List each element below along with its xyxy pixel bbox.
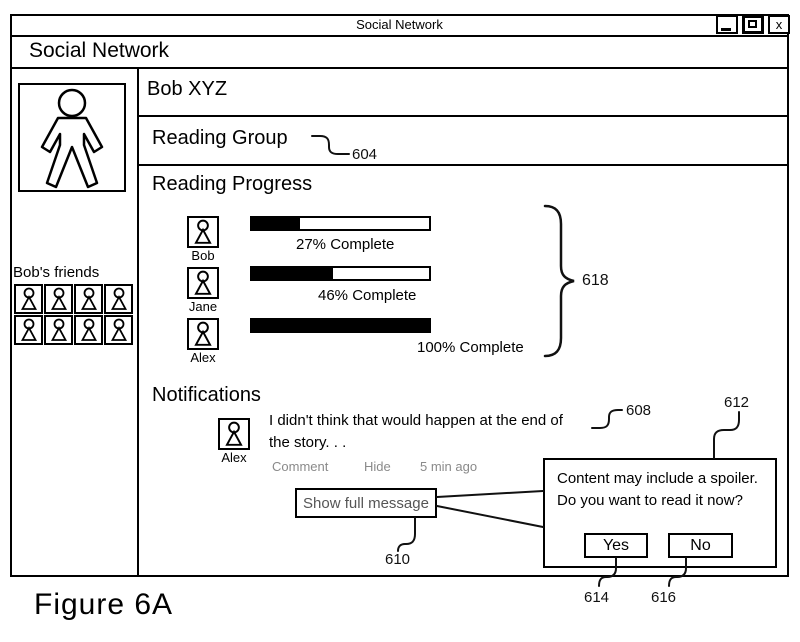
member-name: Bob [191, 248, 215, 263]
member-name: Alex [190, 350, 216, 365]
post-message-line1: I didn't think that would happen at the end of [269, 412, 563, 429]
reading-progress-title: Reading Progress [152, 173, 313, 195]
close-icon[interactable]: x [768, 15, 790, 34]
callout-612: 612 [724, 394, 750, 411]
profile-name: Bob XYZ [147, 78, 228, 100]
callout-614: 614 [584, 589, 610, 606]
callout-616: 616 [651, 589, 677, 606]
spoiler-text-line1: Content may include a spoiler. [557, 470, 758, 487]
member-name: Jane [188, 299, 218, 314]
post-author-name: Alex [221, 450, 247, 465]
hide-link[interactable]: Hide [364, 459, 391, 474]
spoiler-text-line2: Do you want to read it now? [557, 492, 743, 509]
group-title: Reading Group [152, 127, 288, 149]
post-message-line2: the story. . . [269, 434, 347, 451]
progress-label: 27% Complete [296, 236, 395, 253]
yes-label: Yes [602, 536, 630, 554]
comment-link[interactable]: Comment [272, 459, 329, 474]
timestamp: 5 min ago [420, 459, 478, 474]
progress-label: 100% Complete [417, 339, 524, 356]
figure-label: Figure 6A [34, 588, 174, 621]
callout-608: 608 [626, 402, 652, 419]
friends-label: Bob's friends [13, 264, 100, 281]
window-title: Social Network [356, 17, 443, 32]
show-full-message-label: Show full message [303, 494, 429, 512]
app-title: Social Network [29, 39, 170, 62]
callout-610: 610 [385, 551, 411, 568]
callout-604: 604 [352, 146, 378, 163]
callout-618: 618 [582, 272, 609, 289]
progress-label: 46% Complete [318, 287, 417, 304]
no-label: No [690, 536, 711, 554]
notifications-title: Notifications [152, 384, 261, 406]
